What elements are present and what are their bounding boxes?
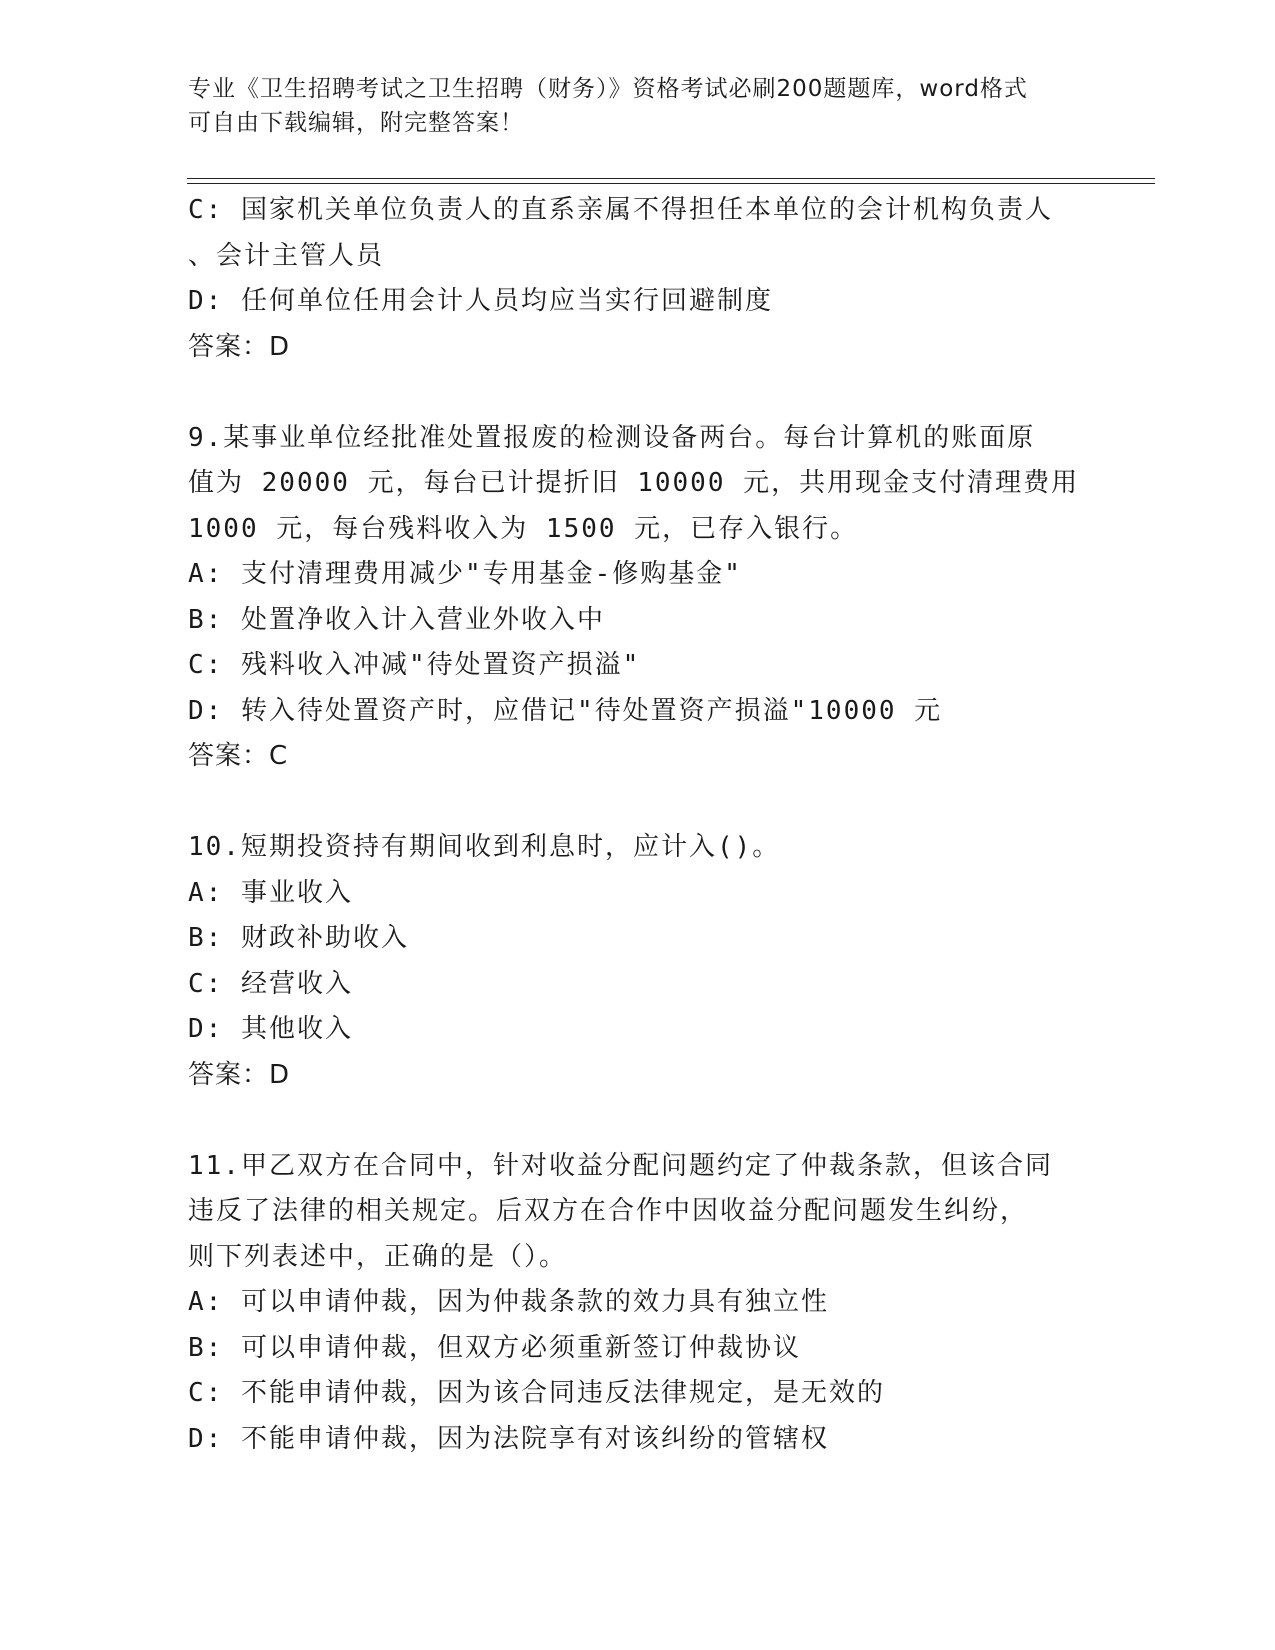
- option-d: D: 其他收入: [188, 1014, 353, 1044]
- header-line-2: 可自由下载编辑，附完整答案！: [188, 110, 524, 136]
- option-d: D: 不能申请仲裁，因为法院享有对该纠纷的管辖权: [188, 1423, 829, 1454]
- question-stem-line-1: 9.某事业单位经批准处置报废的检测设备两台。每台计算机的账面原: [188, 422, 1036, 453]
- option-d: D: 任何单位任用会计人员均应当实行回避制度: [188, 286, 773, 316]
- question-8: [188, 188, 1088, 370]
- option-c: C: 残料收入冲减"待处置资产损溢": [188, 650, 641, 680]
- option-b: B: 处置净收入计入营业外收入中: [188, 604, 605, 635]
- question-stem-line-1: 11.甲乙双方在合同中，针对收益分配问题约定了仲裁条款，但该合同: [188, 1150, 1053, 1181]
- option-a: A: 事业收入: [188, 877, 353, 908]
- header-divider: [187, 178, 1155, 184]
- document-header: [188, 72, 1088, 140]
- option-d: D: 转入待处置资产时，应借记"待处置资产损溢"10000 元: [188, 695, 943, 726]
- question-9: [188, 416, 1088, 780]
- answer: 答案：C: [188, 741, 289, 771]
- question-stem-line-1: 10.短期投资持有期间收到利息时，应计入()。: [188, 832, 781, 862]
- option-a: A: 可以申请仲裁，因为仲裁条款的效力具有独立性: [188, 1287, 829, 1317]
- question-stem-line-2: 违反了法律的相关规定。后双方在合作中因收益分配问题发生纠纷，: [188, 1196, 1029, 1226]
- option-c: C: 经营收入: [188, 968, 353, 999]
- question-stem-line-3: 1000 元，每台残料收入为 1500 元，已存入银行。: [188, 513, 859, 544]
- answer: 答案：D: [188, 1059, 291, 1090]
- option-b: B: 财政补助收入: [188, 923, 409, 953]
- header-line-1: 专业《卫生招聘考试之卫生招聘（财务）》资格考试必刷200题题库，word格式: [188, 76, 1028, 102]
- option-a: A: 支付清理费用减少"专用基金-修购基金": [188, 559, 742, 589]
- question-11: [188, 1144, 1088, 1463]
- option-c: C: 不能申请仲裁，因为该合同违反法律规定，是无效的: [188, 1378, 885, 1408]
- answer: 答案：D: [188, 331, 291, 362]
- option-b: B: 可以申请仲裁，但双方必须重新签订仲裁协议: [188, 1332, 801, 1363]
- question-stem-line-3: 则下列表述中，正确的是（）。: [188, 1241, 568, 1272]
- question-stem-line-2: 值为 20000 元，每台已计提折旧 10000 元，共用现金支付清理费用: [188, 468, 1080, 498]
- option-c-line-2: 、会计主管人员: [188, 240, 385, 271]
- question-10: [188, 825, 1088, 1098]
- question-list: [188, 188, 1088, 1462]
- option-c-line-1: C: 国家机关单位负责人的直系亲属不得担任本单位的会计机构负责人: [188, 195, 1053, 225]
